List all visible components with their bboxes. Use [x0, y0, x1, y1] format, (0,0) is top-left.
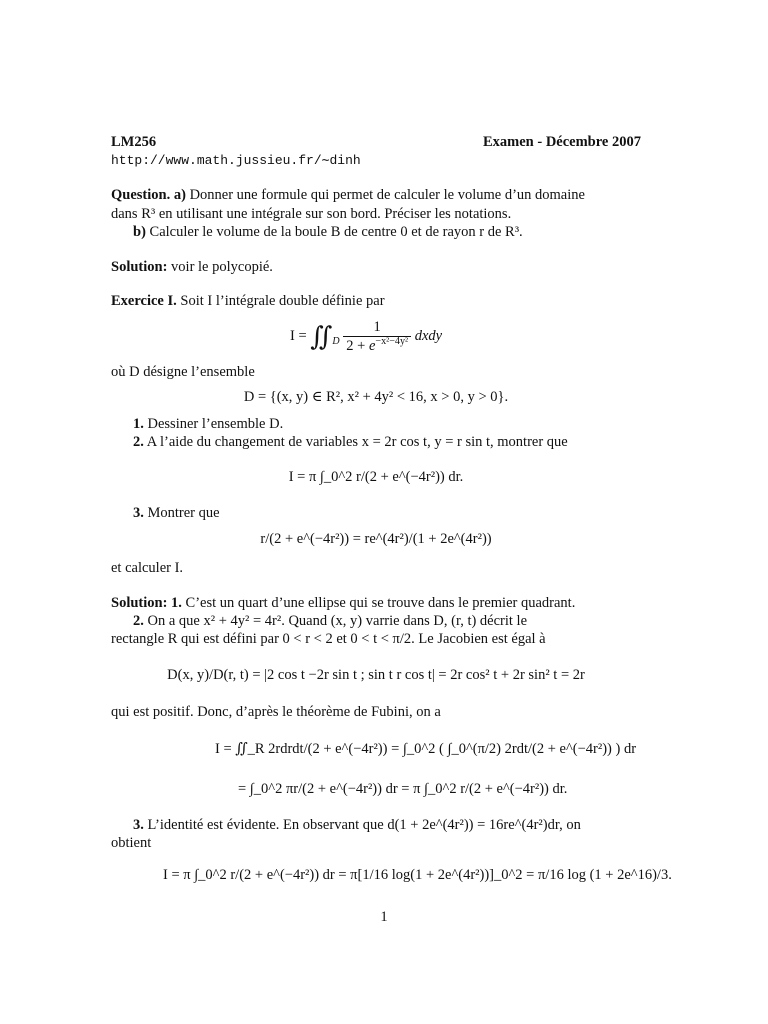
- equation-3: I = π ∫_0^2 r/(2 + e^(−4r²)) dr.: [288, 469, 464, 485]
- solution-2-text-2-line2: rectangle R qui est défini par 0 < r < 2 et 0 < t < π/2. Le Jacobien est égal à: [111, 631, 546, 647]
- question-b-label: b): [133, 224, 146, 240]
- solution-2-part-1: [111, 594, 641, 612]
- item-2-number: 2.: [133, 434, 144, 450]
- course-code: LM256: [111, 134, 157, 150]
- equation-5: D(x, y)/D(r, t) = |2 cos t −2r sin t ; sin t r cos t| = 2r cos² t + 2r sin² t = 2r: [167, 667, 585, 683]
- equation-7: I = π ∫_0^2 r/(2 + e^(−4r²)) dr = π[1/16 log(1 + 2e^(4r²))]_0^2 = π/16 log (1 + 2e^16)/3.: [163, 867, 672, 883]
- page-number: 1: [380, 909, 388, 925]
- solution-2-text-3-line2: obtient: [111, 835, 152, 851]
- equation-2: D = {(x, y) ∈ R², x² + 4y² < 16, x > 0, y > 0}.: [243, 389, 509, 405]
- item-3-text: Montrer que: [147, 505, 220, 521]
- solution-2-fubini: qui est positif. Donc, d’après le théorème de Fubini, on a: [111, 704, 441, 720]
- item-1-text: Dessiner l’ensemble D.: [147, 416, 284, 432]
- question-a-label: a): [173, 187, 186, 203]
- exercise-where: où D désigne l’ensemble: [111, 364, 255, 380]
- solution-1-text: voir le polycopié.: [171, 259, 273, 275]
- equation-6b: = ∫_0^2 πr/(2 + e^(−4r²)) dr = π ∫_0^2 r/(2 + e^(−4r²)) dr.: [238, 781, 568, 797]
- exercise-label: Exercice I.: [111, 293, 177, 309]
- equation-6a: I = ∬_R 2rdrdt/(2 + e^(−4r²)) = ∫_0^2 ( ∫_0^(π/2) 2rdt/(2 + e^(−4r²)) ) dr: [215, 741, 637, 757]
- solution-1-label: Solution:: [111, 259, 168, 275]
- solution-2-part-3: [111, 816, 641, 834]
- question-b-text: Calculer le volume de la boule B de centre 0 et de rayon r de R³.: [149, 224, 523, 240]
- solution-2-label: Solution:: [111, 595, 168, 611]
- exercise-intro-text: Soit I l’intégrale double définie par: [180, 293, 385, 309]
- solution-1: [111, 258, 641, 276]
- exercise-item-2: [111, 433, 641, 451]
- solution-2-number-1: 1.: [171, 595, 182, 611]
- solution-2-number-3: 3.: [133, 817, 144, 833]
- question-a-text-line1: Donner une formule qui permet de calculer le volume d’un domaine: [189, 187, 585, 203]
- equation-4: r/(2 + e^(−4r²)) = re^(4r²)/(1 + 2e^(4r²)): [260, 531, 492, 547]
- author-url: http://www.math.jussieu.fr/∼dinh: [111, 153, 361, 168]
- question-a-line2: dans R³ en utilisant une intégrale sur son bord. Préciser les notations.: [111, 206, 512, 222]
- item-2-text: A l’aide du changement de variables x = 2r cos t, y = r sin t, montrer que: [146, 434, 568, 450]
- item-3-number: 3.: [133, 505, 144, 521]
- equation-1-display: $I = ∬_D$ $\frac{1}{2 + e^{-x^2-4y^2}}$ dxdy: [290, 319, 443, 355]
- solution-2-number-2: 2.: [133, 613, 144, 629]
- solution-2-text-3-line1: L’identité est évidente. En observant que d(1 + 2e^(4r²)) = 16re^(4r²)dr, on: [147, 817, 581, 833]
- solution-2-text-1: C’est un quart d’une ellipse qui se trouve dans le premier quadrant.: [185, 595, 576, 611]
- question-a: [111, 186, 641, 204]
- item-1-number: 1.: [133, 416, 144, 432]
- exercise-item-3: [111, 504, 641, 522]
- question-label: Question.: [111, 187, 171, 203]
- question-b: [111, 223, 641, 241]
- exercise-item-1: [111, 415, 641, 433]
- exercise-calc: et calculer I.: [111, 560, 184, 576]
- exercise-intro: [111, 292, 641, 310]
- solution-2-text-2-line1: On a que x² + 4y² = 4r². Quand (x, y) varrie dans D, (r, t) décrit le: [147, 613, 528, 629]
- solution-2-part-2: [111, 612, 641, 630]
- exam-title: Examen - Décembre 2007: [483, 134, 641, 150]
